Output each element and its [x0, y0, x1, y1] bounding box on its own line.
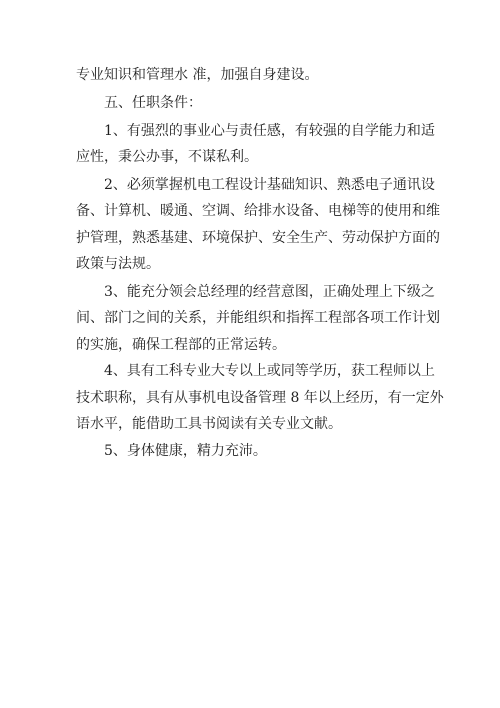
text-line-item-1: 1、有强烈的事业心与责任感，有较强的自学能力和适	[104, 123, 435, 139]
text-line-item-5: 5、身体健康，精力充沛。	[104, 443, 267, 459]
text-line-continuation: 专业知识和管理水 准，加强自身建设。	[76, 67, 319, 83]
text-line-item-2-cont: 备、计算机、暖通、空调、给排水设备、电梯等的使用和维	[76, 203, 440, 219]
text-line-item-4: 4、具有工科专业大专以上或同等学历，获工程师以上	[104, 363, 435, 379]
text-line-item-4-cont: 语水平，能借助工具书阅读有关专业文献。	[76, 416, 342, 432]
text-line-item-3-cont: 的实施，确保工程部的正常运转。	[76, 337, 286, 353]
text-line-item-2-cont: 护管理，熟悉基建、环境保护、安全生产、劳动保护方面的	[76, 230, 440, 246]
text-line-item-1-cont: 应性，秉公办事，不谋私利。	[76, 149, 258, 165]
text-line-item-3-cont: 间、部门之间的关系，并能组织和指挥工程部各项工作计划	[76, 310, 440, 326]
text-line-item-4-cont: 技术职称，具有从事机电设备管理 8 年以上经历，有一定外	[76, 390, 444, 406]
text-line-item-2-cont: 政策与法规。	[76, 256, 160, 272]
text-line-item-2: 2、必须掌握机电工程设计基础知识、熟悉电子通讯设	[104, 177, 435, 193]
text-line-item-3: 3、能充分领会总经理的经营意图，正确处理上下级之	[104, 284, 435, 300]
section-heading-qualifications: 五、任职条件：	[104, 95, 202, 111]
